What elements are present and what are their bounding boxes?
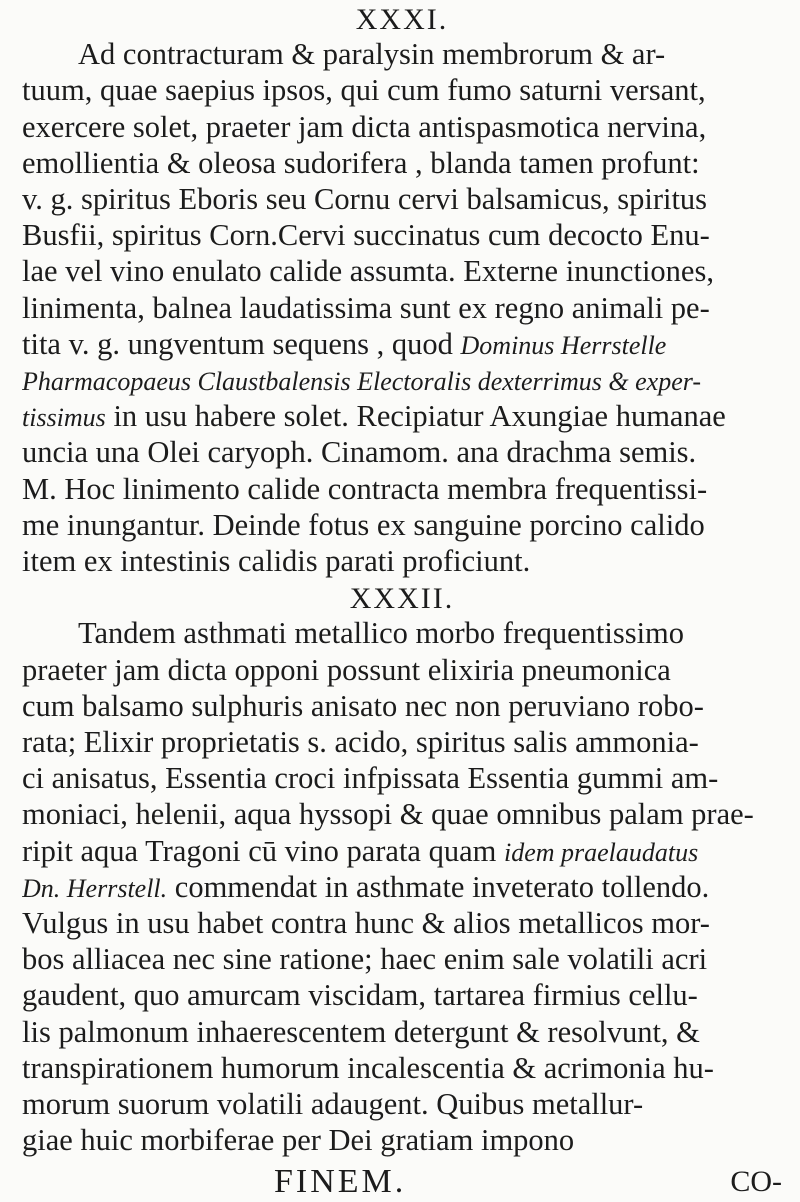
catchword: CO- <box>730 1165 782 1199</box>
text-segment: Tandem asthmati metallico morbo frequentissimo <box>78 616 685 651</box>
text-line <box>22 507 782 543</box>
italic-text: tissimus <box>22 403 106 433</box>
text-line <box>22 796 782 832</box>
book-page <box>22 0 782 1201</box>
text-segment: ci anisatus, Essentia croci infpissata Essentia gummi am- <box>22 761 719 796</box>
text-line <box>22 869 782 907</box>
text-segment: me inungantur. Deinde fotus ex sanguine porcino calido <box>22 507 705 542</box>
text-line <box>22 72 782 108</box>
text-line <box>22 760 782 796</box>
text-line <box>22 1014 782 1050</box>
text-line <box>78 615 782 651</box>
text-segment: exercere solet, praeter jam dicta antispasmotica nervina, <box>22 109 707 144</box>
text-line <box>22 109 782 145</box>
text-segment: morum suorum volatili adaugent. Quibus metallur- <box>22 1087 644 1121</box>
text-line <box>22 326 782 364</box>
text-line <box>22 1086 782 1122</box>
text-segment: rata; Elixir proprietatis s. acido, spiritus salis ammonia- <box>22 725 699 759</box>
finem-closing: FINEM. <box>274 1163 407 1201</box>
text-line <box>22 253 782 289</box>
text-segment: emollientia & oleosa sudorifera , blanda tamen profunt: <box>22 145 700 180</box>
text-line <box>22 1122 782 1158</box>
text-segment: commendat in asthmate inveterato tollendo. <box>167 869 710 904</box>
text-segment: M. Hoc linimento calide contracta membra frequentissi- <box>22 471 708 506</box>
text-segment: gaudent, quo amurcam viscidam, tartarea firmius cellu- <box>22 978 698 1013</box>
text-line <box>22 145 782 181</box>
text-segment: Busfii, spiritus Corn.Cervi succinatus cum decocto Enu- <box>22 218 710 253</box>
text-line <box>22 290 782 326</box>
text-line <box>22 941 782 977</box>
text-segment: tuum, quae saepius ipsos, qui cum fumo saturni versant, <box>22 73 706 108</box>
text-segment: giae huic morbiferae per Dei gratiam impono <box>22 1123 575 1158</box>
text-segment: cum balsamo sulphuris anisato nec non peruviano robo- <box>22 688 704 723</box>
text-segment: uncia una Olei caryoph. Cinamom. ana drachma semis. <box>22 435 697 470</box>
text-segment: in usu habere solet. Recipiatur Axungiae humanae <box>105 399 726 434</box>
text-segment: lis palmonum inhaerescentem detergunt & resolvunt, & <box>22 1014 700 1049</box>
text-line <box>22 688 782 724</box>
text-line <box>22 434 782 470</box>
text-line <box>22 362 782 400</box>
text-line <box>22 652 782 688</box>
text-line <box>22 1050 782 1086</box>
text-line <box>22 181 782 217</box>
text-segment: item ex intestinis calidis parati proficiunt. <box>22 544 531 578</box>
text-segment: ripit aqua Tragoni cū vino parata quam <box>22 833 504 868</box>
section-number: XXXI. <box>355 3 449 36</box>
page-footer <box>22 1162 782 1202</box>
text-segment: lae vel vino enulato calide assumta. Externe inunctiones, <box>22 254 714 289</box>
italic-text: Dn. Herrstell. <box>22 873 168 903</box>
text-line <box>22 217 782 253</box>
text-line <box>22 398 782 436</box>
text-segment: linimenta, balnea laudatissima sunt ex regno animali pe- <box>22 290 710 325</box>
text-segment: v. g. spiritus Eboris seu Cornu cervi balsamicus, spiritus <box>22 182 708 216</box>
text-line <box>78 36 782 72</box>
text-segment: bos alliacea nec sine ratione; haec enim sale volatili acri <box>22 942 708 977</box>
text-line <box>22 724 782 760</box>
text-segment: transpirationem humorum incalescentia & acrimonia hu- <box>22 1050 714 1085</box>
text-segment: Ad contracturam & paralysin membrorum & ar- <box>78 37 666 72</box>
text-segment: tita v. g. ungventum sequens , quod <box>22 326 461 361</box>
italic-text: Pharmacopaeus Claustbalensis Electoralis dexterrimus & exper- <box>22 367 701 396</box>
text-line <box>22 977 782 1013</box>
italic-text: idem praelaudatus <box>503 837 699 867</box>
text-segment: Vulgus in usu habet contra hunc & alios metallicos mor- <box>22 906 710 940</box>
text-segment: praeter jam dicta opponi possunt elixiria pneumonica <box>22 652 671 687</box>
italic-text: Dominus Herrstelle <box>460 330 667 360</box>
section-number: XXXII. <box>349 582 455 616</box>
text-line <box>22 905 782 941</box>
text-line <box>22 471 782 507</box>
text-segment: moniaci, helenii, aqua hyssopi & quae omnibus palam prae- <box>22 797 754 832</box>
text-line <box>22 833 782 871</box>
text-line <box>22 543 782 579</box>
